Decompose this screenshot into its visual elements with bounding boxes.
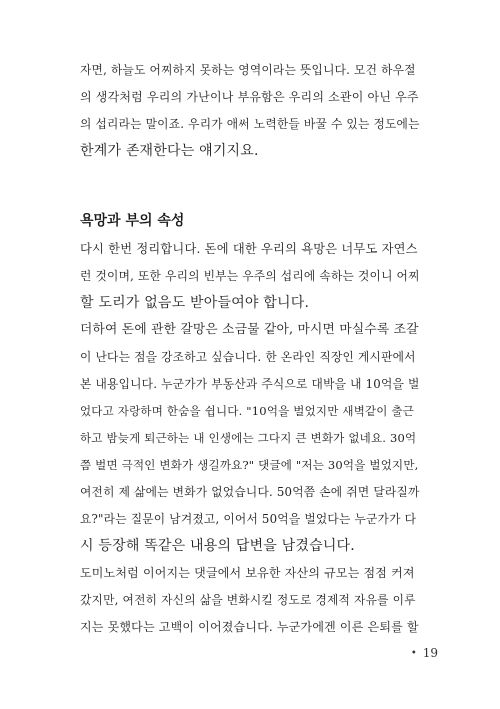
text-line: 의 섭리라는 말이죠. 우리가 애써 노력한들 바꿀 수 있는 정도에는 [80, 117, 420, 131]
text-line: 자면, 하늘도 어찌하지 못하는 영역이라는 뜻입니다. 모건 하우절 [80, 63, 416, 77]
section-heading: 욕망과 부의 속성 [80, 213, 185, 229]
text-line: 었다고 자랑하며 한숨을 쉽니다. "10억을 벌었지만 새벽같이 출근 [80, 404, 415, 418]
page-number-value: 19 [422, 646, 438, 660]
text-line: 런 것이며, 또한 우리의 빈부는 우주의 섭리에 속하는 것이니 어찌 [80, 269, 420, 283]
text-line: 이 난다는 점을 강조하고 싶습니다. 한 온라인 직장인 게시판에서 [80, 350, 416, 364]
text-line: 쯤 벌면 극적인 변화가 생길까요?" 댓글에 "저는 30억을 벌었지만, [80, 458, 419, 472]
text-line: 한계가 존재한다는 얘기지요. [80, 143, 259, 159]
text-line: 여전히 제 삶에는 변화가 없었습니다. 50억쯤 손에 쥐면 달라질까 [80, 485, 420, 499]
text-line: 할 도리가 없음도 받아들여야 합니다. [80, 295, 310, 311]
text-line: 도미노처럼 이어지는 댓글에서 보유한 자산의 규모는 점점 커져 [80, 566, 415, 580]
page-number-bullet: • [410, 648, 417, 659]
text-line: 지는 못했다는 고백이 이어졌습니다. 누군가에겐 이른 은퇴를 할 [80, 620, 419, 634]
text-line: 본 내용입니다. 누군가가 부동산과 주식으로 대박을 내 10억을 벌 [80, 377, 420, 391]
text-line: 요?"라는 질문이 남겨졌고, 이어서 50억을 벌었다는 누군가가 다 [80, 512, 417, 526]
text-line: 갔지만, 여전히 자신의 삶을 변화시킬 정도로 경제적 자유를 이루 [80, 593, 416, 607]
text-line: 하고 밤늦게 퇴근하는 내 인생에는 그다지 큰 변화가 없네요. 30억 [80, 431, 417, 445]
text-line: 다시 한번 정리합니다. 돈에 대한 우리의 욕망은 너무도 자연스 [80, 242, 418, 256]
text-line: 더하여 돈에 관한 갈망은 소금물 같아, 마시면 마실수록 조갈 [80, 322, 419, 337]
page-number [411, 644, 438, 662]
text-line: 의 생각처럼 우리의 가난이나 부유함은 우리의 소관이 아닌 우주 [80, 90, 419, 104]
text-line: 시 등장해 똑같은 내용의 답변을 남겼습니다. [80, 538, 355, 554]
